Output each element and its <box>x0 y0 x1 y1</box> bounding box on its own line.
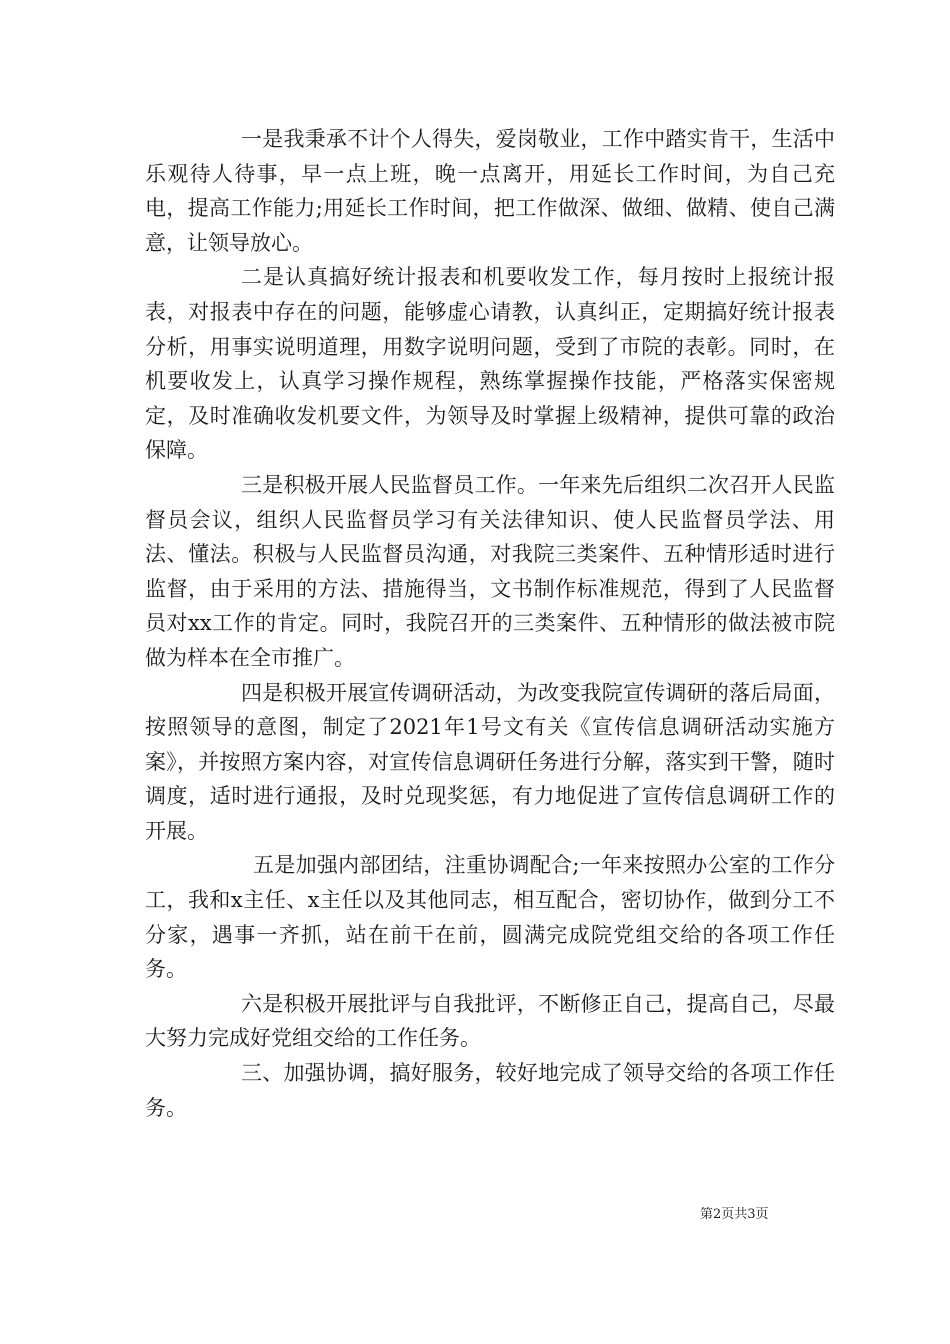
paragraph-7: 三、加强协调，搞好服务，较好地完成了领导交给的各项工作任务。 <box>145 1061 835 1120</box>
page-number: 第2页共3页 <box>700 1207 769 1222</box>
paragraph-4: 四是积极开展宣传调研活动，为改变我院宣传调研的落后局面，按照领导的意图，制定了2021年1号文有关《宣传信息调研活动实施方案》，并按照方案内容，对宣传信息调研任务进行分解，落实到干警，随时调度，适时进行通报，及时兑现奖惩，有力地促进了宣传信息调研工作的开展。 <box>145 680 835 843</box>
paragraph-1: 一是我秉承不计个人得失，爱岗敬业，工作中踏实肯干，生活中乐观待人待事，早一点上班，晚一点离开，用延长工作时间，为自己充电，提高工作能力;用延长工作时间，把工作做深、做细、做精、使自己满意，让领导放心。 <box>145 127 835 255</box>
paragraph-2: 二是认真搞好统计报表和机要收发工作，每月按时上报统计报表，对报表中存在的问题，能够虚心请教，认真纠正，定期搞好统计报表分析，用事实说明道理，用数字说明问题，受到了市院的表彰。同时，在机要收发上，认真学习操作规程，熟练掌握操作技能，严格落实保密规定，及时准确收发机要文件，为领导及时掌握上级精神，提供可靠的政治保障。 <box>145 265 835 463</box>
paragraph-3: 三是积极开展人民监督员工作。一年来先后组织二次召开人民监督员会议，组织人民监督员学习有关法律知识、使人民监督员学法、用法、懂法。积极与人民监督员沟通，对我院三类案件、五种情形适时进行监督，由于采用的方法、措施得当，文书制作标准规范，得到了人民监督员对xx工作的肯定。同时，我院召开的三类案件、五种情形的做法被市院做为样本在全市推广。 <box>145 472 835 670</box>
paragraph-5: 五是加强内部团结，注重协调配合;一年来按照办公室的工作分工，我和x主任、x主任以及其他同志，相互配合，密切协作，做到分工不分家，遇事一齐抓，站在前干在前，圆满完成院党组交给的各项工作任务。 <box>145 853 835 982</box>
paragraph-6: 六是积极开展批评与自我批评，不断修正自己，提高自己，尽最大努力完成好党组交给的工作任务。 <box>145 991 835 1051</box>
document-body <box>145 122 835 1125</box>
